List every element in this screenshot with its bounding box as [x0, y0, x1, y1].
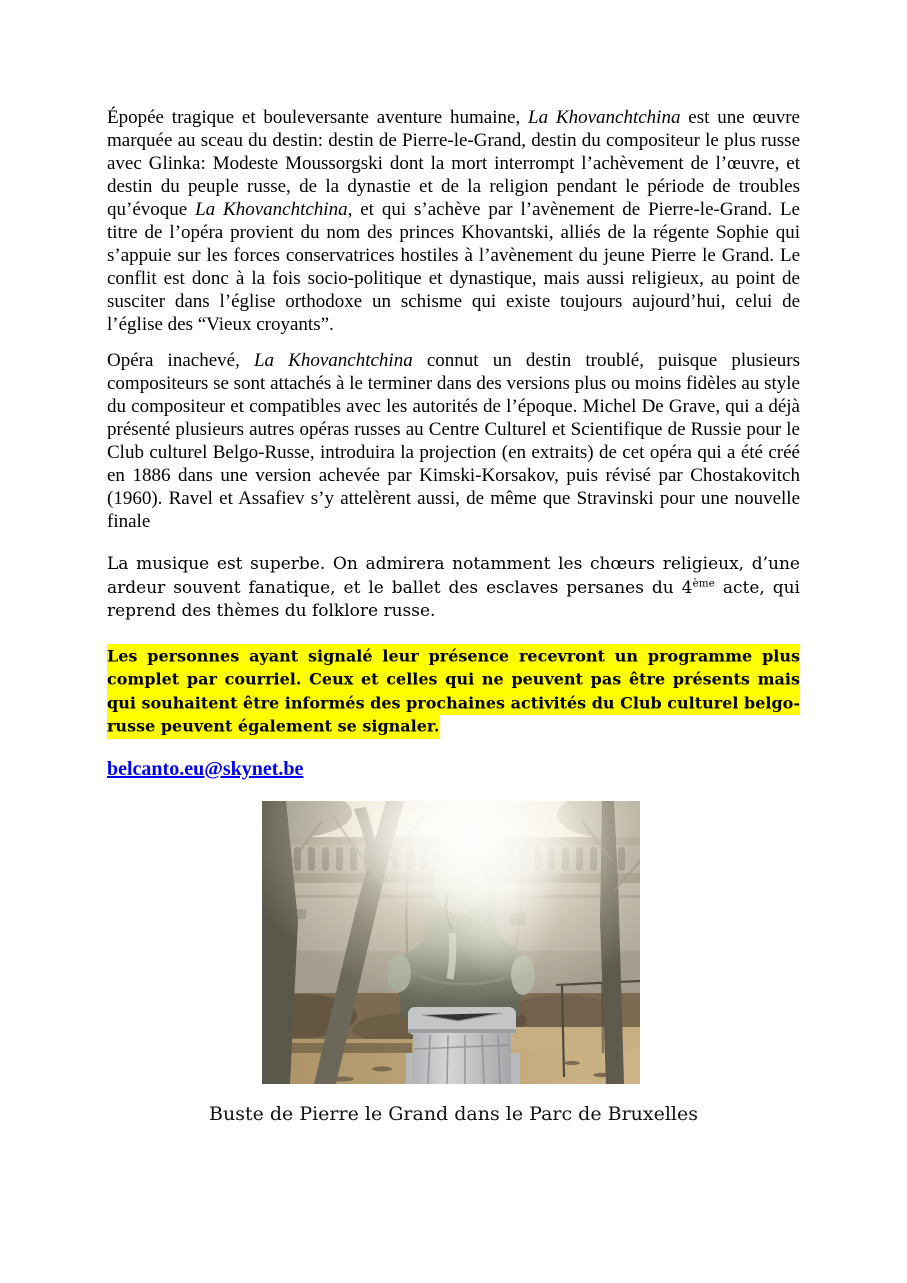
text-run: Épopée tragique et bouleversante aventure humaine, — [107, 107, 529, 128]
text-run: Opéra inachevé, — [107, 350, 254, 371]
paragraph-music — [107, 553, 800, 624]
sun-glare — [262, 801, 640, 1084]
yellow-highlight-text: Les personnes ayant signalé leur présence recevront un programme plus complet par courriel. Ceux et celles qui ne peuvent pas être présents mais qui souhaitent être informés des prochaines activités du Club culturel belgo-russe peuvent également se signaler. — [107, 644, 800, 739]
paragraph-opera-history — [107, 349, 800, 533]
bust-photo — [262, 801, 640, 1084]
email-link[interactable]: belcanto.eu@skynet.be — [107, 757, 304, 780]
text-run: connut un destin troublé, puisque plusieurs compositeurs se sont attachés à le terminer dans des versions plus ou moins fidèles au style du compositeur et compatibles avec les autorités de l’époque. Michel De Grave, qui a déjà présenté plusieurs autres opéras russes au Centre Culturel et Scientifique de Russie pour le Club culturel Belgo-Russe, introduira la projection (en extraits) de cet opéra qui a été créé en 1886 dans une version achevée par Kimski-Korsakov, puis révisé par Chostakovitch (1960). Ravel et Assafiev s’y attelèrent aussi, de même que Stravinski pour une nouvelle finale — [107, 350, 800, 532]
opera-title-italic: La Khovanchtchina — [253, 350, 413, 371]
text-run: La musique est superbe. On admirera notamment les chœurs religieux, d’une ardeur souvent fanatique, et le ballet des esclaves persanes du 4 — [107, 554, 800, 598]
ordinal-superscript: ème — [692, 576, 715, 589]
text-run: et qui s’achève par l’avènement de Pierre-le-Grand. Le titre de l’opéra provient du nom des princes Khovantski, alliés de la régente Sophie qui s’appuie sur les forces conservatrices hostiles à l’avènement du jeune Pierre le Grand. Le conflit est donc à la fois socio-politique et dynastique, mais aussi religieux, au point de susciter dans l’église orthodoxe un schisme qui existe toujours aujourd’hui, celui de l’église des “Vieux croyants”. — [107, 199, 800, 335]
text-run: est une œuvre marquée au sceau du destin: destin de Pierre-le-Grand, destin du compositeur le plus russe avec Glinka: Modeste Moussorgski dont la mort interrompt l’achèvement de l’œuvre, et destin du peuple russe, de la dynastie et de la religion pendant le période de troubles qu’évoque — [107, 107, 800, 220]
bust-photo-illustration — [262, 801, 640, 1084]
document-content — [107, 106, 800, 1128]
photo-caption: Buste de Pierre le Grand dans le Parc de Bruxelles — [209, 1102, 698, 1125]
email-row — [107, 758, 800, 781]
paragraph-intro — [107, 106, 800, 336]
opera-title-italic: La Khovanchtchina — [528, 107, 681, 128]
opera-title-italic: La Khovanchtchina, — [195, 199, 353, 220]
highlighted-notice — [107, 645, 800, 739]
text-run: acte, qui reprend des thèmes du folklore russe. — [107, 577, 800, 621]
